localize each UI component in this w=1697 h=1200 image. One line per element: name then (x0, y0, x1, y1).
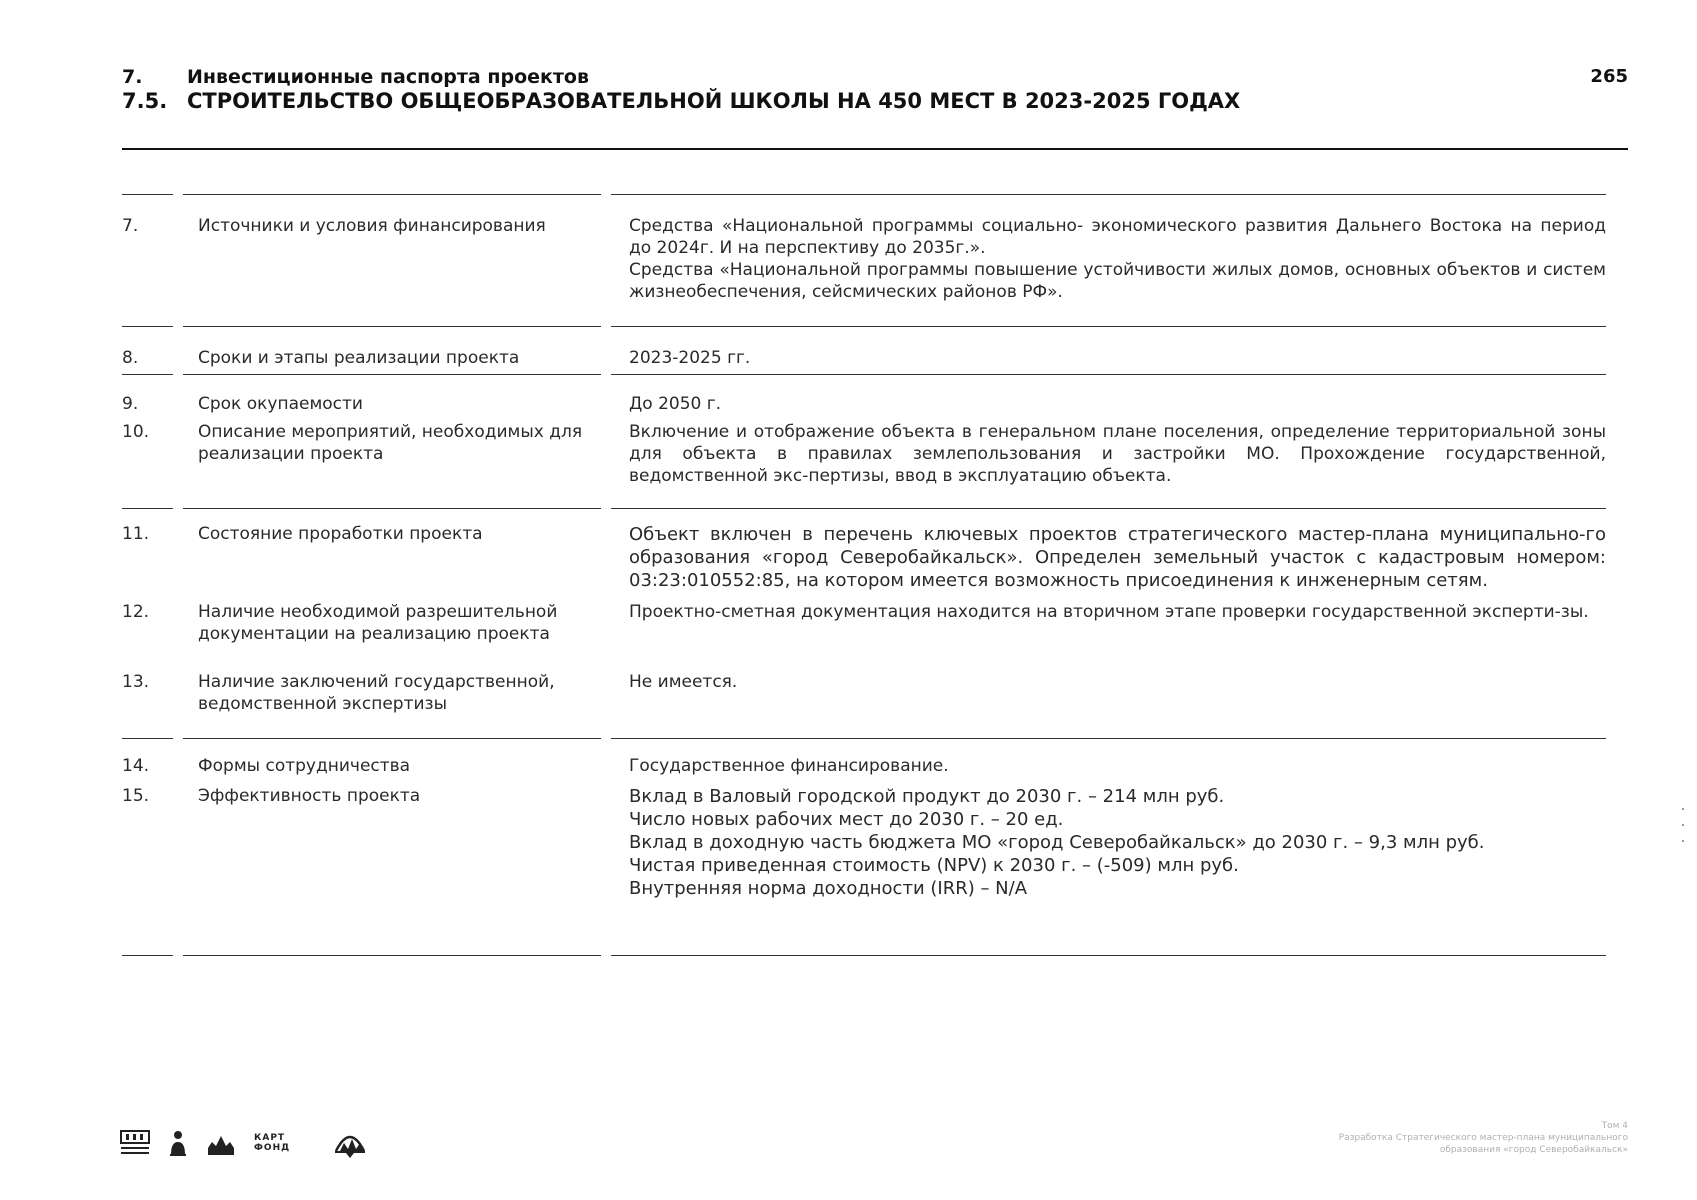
row-value: Объект включен в перечень ключевых проектов стратегического мастер-плана муниципально-го образования «город Северобайкальск». Определен земельный участок с кадастровым номером: 03:23:010552:85, на котором имеется возможность присоединения к инженерным сетям. (629, 524, 1606, 591)
arch-logo (332, 1127, 368, 1159)
table-row (122, 326, 1606, 374)
row-number: 7. (122, 194, 173, 326)
footer-note (1230, 1120, 1628, 1156)
row-number: 11. (122, 508, 173, 601)
page-header (122, 66, 1628, 114)
row-value: До 2050 г. (629, 394, 722, 414)
table-row (122, 785, 1606, 955)
footer-note-line: образования «город Северобайкальск» (1439, 1145, 1628, 1155)
subsection-number: 7.5. (122, 89, 168, 113)
kart-fond-logo (254, 1133, 314, 1153)
row-label: Формы сотрудничества (198, 756, 411, 776)
row-number: 13. (122, 672, 150, 692)
table-bottom-rule (122, 955, 1606, 957)
table-row (122, 374, 1606, 421)
header-divider (122, 148, 1628, 150)
row-label: Состояние проработки проекта (198, 524, 483, 544)
row-label: Срок окупаемости (198, 394, 363, 414)
subsection-heading (122, 88, 1628, 114)
passport-table (122, 194, 1606, 957)
row-number: 8. (122, 326, 173, 374)
row-label: Источники и условия финансирования (198, 216, 546, 236)
row-number: 10. (122, 422, 150, 442)
row-number: 12. (122, 602, 150, 622)
row-label: Эффективность проекта (198, 786, 421, 806)
subsection-title: СТРОИТЕЛЬСТВО ОБЩЕОБРАЗОВАТЕЛЬНОЙ ШКОЛЫ НА 450 МЕСТ В 2023-2025 ГОДАХ (187, 89, 1241, 113)
edge-marks (1682, 808, 1688, 848)
row-value: Проектно-сметная документация находится на вторичном этапе проверки государственной эксперти-зы. (629, 602, 1589, 622)
row-value: Чистая приведенная стоимость (NPV) к 2030 г. – (-509) млн руб. (629, 855, 1239, 876)
section-title: Инвестиционные паспорта проектов (187, 66, 590, 88)
table-row (122, 671, 1606, 738)
som-logo (120, 1128, 150, 1158)
row-value: Включение и отображение объекта в генеральном плане поселения, определение территориальной зоны для объекта в правилах землепользования и застройки МО. Прохождение государственной, ведомственной экс-пертизы, ввод в эксплуатацию объекта. (629, 422, 1606, 486)
kart-fond-logo-text: КАРТ ФОНД (254, 1133, 291, 1153)
row-value: Внутренняя норма доходности (IRR) – N/A (629, 878, 1028, 899)
row-number: 15. (122, 786, 150, 806)
table-row (122, 601, 1606, 671)
row-label: Сроки и этапы реализации проекта (198, 348, 520, 368)
row-value: Средства «Национальной программы повышение устойчивости жилых домов, основных объектов и систем жизнеобеспечения, сейсмических районов РФ». (629, 260, 1606, 302)
row-number: 9. (122, 374, 173, 421)
row-label: Наличие заключений государственной, ведомственной экспертизы (198, 672, 555, 714)
table-row (122, 738, 1606, 785)
row-value: Средства «Национальной программы социально- экономического развития Дальнего Востока на период до 2024г. И на перспективу до 2035г.». (629, 216, 1606, 258)
emblem-logo (168, 1128, 188, 1158)
city-crest-logo (206, 1128, 236, 1158)
row-value: Вклад в доходную часть бюджета МО «город Северобайкальск» до 2030 г. – 9,3 млн руб. (629, 832, 1485, 853)
section-heading (122, 66, 1628, 88)
row-value: Число новых рабочих мест до 2030 г. – 20 ед. (629, 809, 1064, 830)
footer-note-line: Разработка Стратегического мастер-плана муниципального (1338, 1133, 1628, 1143)
row-value: 2023-2025 гг. (629, 348, 751, 368)
table-row (122, 421, 1606, 508)
row-value: Вклад в Валовый городской продукт до 2030 г. – 214 млн руб. (629, 786, 1225, 807)
page-number: 265 (1590, 66, 1628, 87)
row-label: Наличие необходимой разрешительной документации на реализацию проекта (198, 602, 558, 644)
row-label: Описание мероприятий, необходимых для реализации проекта (198, 422, 583, 464)
footer-note-line: Том 4 (1601, 1121, 1628, 1131)
footer-logos (120, 1126, 368, 1160)
section-number: 7. (122, 66, 143, 88)
table-row (122, 508, 1606, 601)
row-value: Государственное финансирование. (629, 756, 949, 776)
table-row (122, 194, 1606, 326)
row-number: 14. (122, 738, 173, 785)
row-value: Не имеется. (629, 672, 738, 692)
